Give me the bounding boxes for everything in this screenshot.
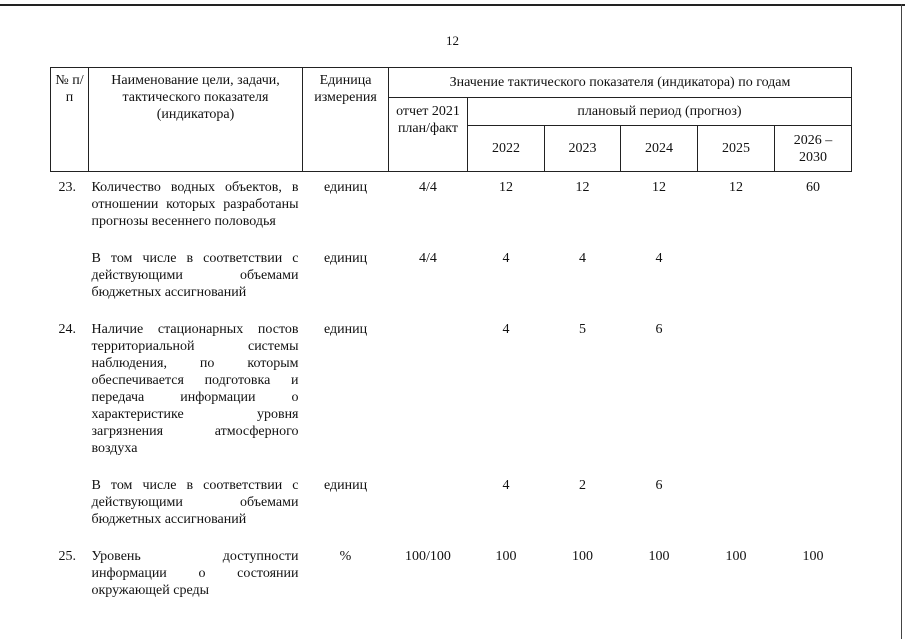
table-row bbox=[51, 471, 852, 542]
header-unit: Единица измерения bbox=[303, 68, 389, 172]
row-value bbox=[775, 315, 852, 471]
row-unit: единиц bbox=[323, 180, 368, 195]
header-values: Значение тактического показателя (индикатора) по годам bbox=[389, 68, 852, 98]
row-value: 2 bbox=[579, 478, 586, 493]
row-name: В том числе в соответствии с действующими объемами бюджетных ассигнований bbox=[91, 478, 299, 527]
row-value: 60 bbox=[806, 180, 820, 195]
row-value bbox=[775, 244, 852, 315]
table-row bbox=[51, 172, 852, 245]
row-report: 4/4 bbox=[419, 180, 437, 195]
row-num: 24. bbox=[58, 322, 76, 337]
row-value: 100 bbox=[572, 549, 593, 564]
page-number: 12 bbox=[446, 33, 459, 48]
row-num bbox=[51, 244, 89, 315]
header-year: 2025 bbox=[698, 126, 775, 172]
row-value: 4 bbox=[502, 322, 510, 337]
row-value bbox=[698, 315, 775, 471]
header-num: № п/п bbox=[51, 68, 89, 172]
row-value bbox=[775, 471, 852, 542]
indicators-table bbox=[50, 67, 852, 613]
row-value: 100 bbox=[725, 549, 747, 564]
row-unit: единиц bbox=[323, 322, 368, 337]
row-value: 12 bbox=[499, 180, 513, 195]
row-value: 4 bbox=[502, 251, 510, 266]
row-name: В том числе в соответствии с действующими объемами бюджетных ассигнований bbox=[91, 251, 299, 300]
row-value: 100 bbox=[648, 549, 670, 564]
row-num: 25. bbox=[58, 549, 76, 564]
row-report bbox=[389, 471, 468, 542]
row-name: Наличие стационарных постов территориальной системы наблюдения, по которым обеспечивается подготовка и передача информации о характеристике уровня загрязнения атмосферного воздуха bbox=[91, 322, 299, 456]
row-value: 4 bbox=[502, 478, 510, 493]
row-value: 100 bbox=[495, 549, 517, 564]
header-plan: плановый период (прогноз) bbox=[468, 98, 852, 126]
row-value: 4 bbox=[579, 251, 586, 266]
header-name: Наименование цели, задачи, тактического показателя (индикатора) bbox=[89, 68, 303, 172]
table-header bbox=[51, 68, 852, 172]
row-name: Количество водных объектов, в отношении которых разработаны прогнозы весеннего половодья bbox=[91, 180, 299, 229]
header-year: 2026 – 2030 bbox=[775, 126, 852, 172]
row-value: 12 bbox=[652, 180, 666, 195]
top-border-line bbox=[0, 4, 905, 6]
header-year: 2022 bbox=[468, 126, 545, 172]
row-unit: % bbox=[339, 549, 352, 564]
row-report: 100/100 bbox=[405, 549, 451, 564]
row-unit: единиц bbox=[323, 251, 368, 266]
row-value bbox=[698, 244, 775, 315]
row-value: 100 bbox=[802, 549, 824, 564]
row-num bbox=[51, 471, 89, 542]
header-report: отчет 2021 план/факт bbox=[389, 98, 468, 172]
header-year: 2023 bbox=[545, 126, 621, 172]
row-report bbox=[389, 315, 468, 471]
row-value: 5 bbox=[579, 322, 586, 337]
row-unit: единиц bbox=[323, 478, 368, 493]
row-num: 23. bbox=[58, 180, 76, 195]
row-value: 6 bbox=[655, 322, 663, 337]
row-value: 6 bbox=[655, 478, 663, 493]
row-value: 12 bbox=[575, 180, 590, 195]
row-value: 12 bbox=[729, 180, 743, 195]
row-value bbox=[698, 471, 775, 542]
right-border-line bbox=[901, 4, 902, 639]
table-row bbox=[51, 315, 852, 471]
table-row bbox=[51, 542, 852, 613]
header-year: 2024 bbox=[621, 126, 698, 172]
row-name: Уровень доступности информации о состоянии окружающей среды bbox=[91, 549, 299, 598]
table-row bbox=[51, 244, 852, 315]
row-report: 4/4 bbox=[419, 251, 437, 266]
row-value: 4 bbox=[655, 251, 663, 266]
